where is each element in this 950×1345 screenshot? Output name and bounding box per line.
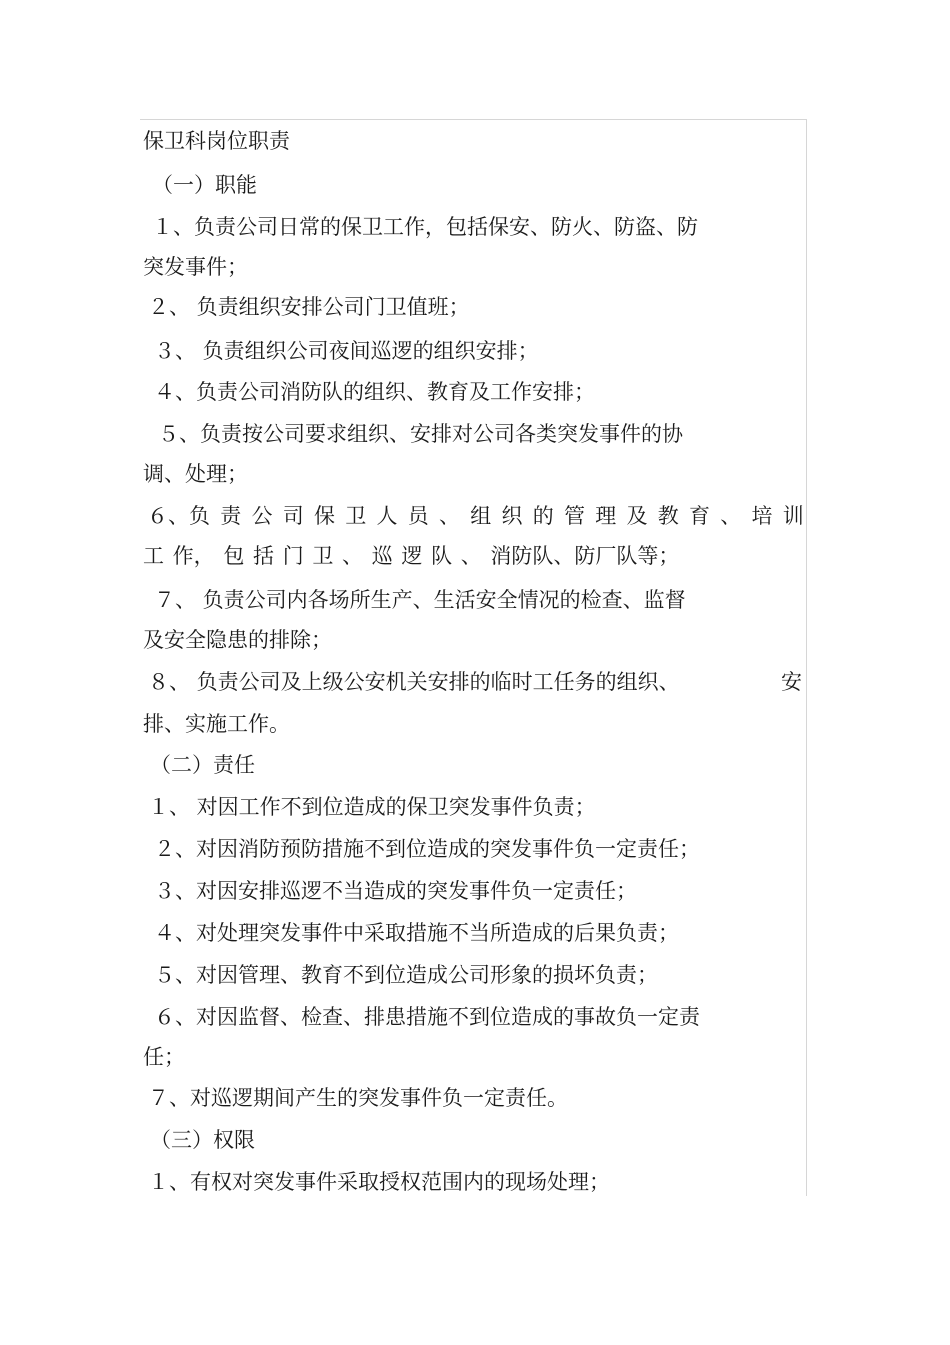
responsibility-item-6: ６、对因监督、检查、排患措施不到位造成的事故负一定责	[154, 1005, 700, 1029]
responsibility-item-2: ２、对因消防预防措施不到位造成的突发事件负一定责任；	[154, 837, 700, 861]
document-title: 保卫科岗位职责	[143, 129, 290, 153]
responsibility-item-1: １、 对因工作不到位造成的保卫突发事件负责；	[148, 795, 596, 819]
function-item-6-cont: 工 作， 包 括 门 卫 、 巡 逻 队 、 消防队、防厂队等；	[143, 544, 680, 568]
function-item-8-end: 安	[781, 670, 802, 694]
section-heading-functions: （一）职能	[152, 173, 257, 197]
responsibility-item-3: ３、对因安排巡逻不当造成的突发事件负一定责任；	[154, 879, 637, 903]
function-item-5-cont: 调、处理；	[143, 462, 248, 486]
function-item-5: ５、负责按公司要求组织、安排对公司各类突发事件的协	[158, 422, 683, 446]
section-heading-responsibilities: （二）责任	[150, 753, 255, 777]
function-item-4: ４、负责公司消防队的组织、教育及工作安排；	[154, 380, 595, 404]
authority-item-1: １、有权对突发事件采取授权范围内的现场处理；	[148, 1170, 610, 1194]
function-item-3: ３、 负责组织公司夜间巡逻的组织安排；	[154, 339, 539, 363]
function-item-1: １、负责公司日常的保卫工作，包括保安、防火、防盗、防	[152, 215, 698, 239]
function-item-2: ２、 负责组织安排公司门卫值班；	[148, 295, 470, 319]
function-item-8: ８、 负责公司及上级公安机关安排的临时工任务的组织、	[148, 670, 680, 694]
responsibility-item-7: ７、对巡逻期间产生的突发事件负一定责任。	[148, 1086, 568, 1110]
function-item-7-cont: 及安全隐患的排除；	[143, 628, 332, 652]
responsibility-item-6-cont: 任；	[143, 1045, 185, 1069]
function-item-7: ７、 负责公司内各场所生产、生活安全情况的检查、监督	[154, 588, 686, 612]
function-item-1-cont: 突发事件；	[143, 255, 248, 279]
function-item-8-cont: 排、实施工作。	[143, 712, 290, 736]
section-heading-authority: （三）权限	[150, 1128, 255, 1152]
responsibility-item-4: ４、对处理突发事件中采取措施不当所造成的后果负责；	[154, 921, 679, 945]
function-item-6: ６、负 责 公 司 保 卫 人 员 、 组 织 的 管 理 及 教 育 、 培 训	[147, 504, 804, 528]
responsibility-item-5: ５、对因管理、教育不到位造成公司形象的损坏负责；	[154, 963, 658, 987]
page-frame	[140, 119, 807, 1196]
